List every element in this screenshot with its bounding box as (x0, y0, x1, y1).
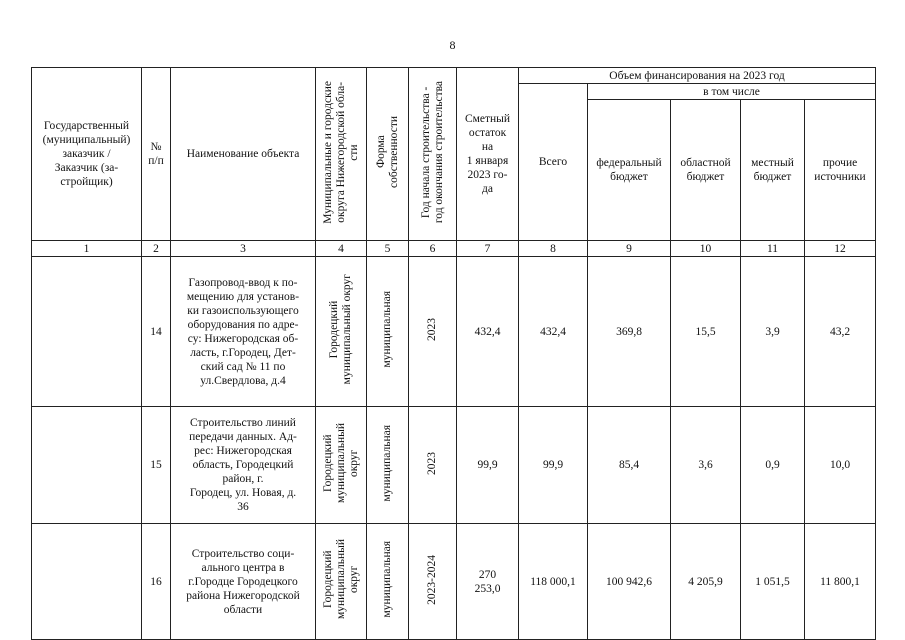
cell-ownership-text: муниципальная (381, 291, 393, 368)
column-number: 2 (142, 241, 171, 257)
header-customer: Государственный (муниципальный) заказчик / Заказчик (за- стройщик) (32, 68, 142, 241)
cell-district (316, 257, 367, 407)
cell-local: 3,9 (741, 257, 805, 407)
cell-total: 99,9 (519, 407, 588, 524)
table-row (32, 257, 876, 407)
cell-other: 10,0 (805, 407, 876, 524)
column-number: 4 (316, 241, 367, 257)
header-including: в том числе (588, 84, 876, 100)
cell-district-text: Городецкий муниципальный округ (321, 422, 360, 504)
cell-years (409, 524, 457, 640)
header-number: № п/п (142, 68, 171, 241)
cell-federal: 85,4 (588, 407, 671, 524)
header-federal: федеральный бюджет (588, 100, 671, 241)
cell-local: 0,9 (741, 407, 805, 524)
column-number: 6 (409, 241, 457, 257)
column-number: 11 (741, 241, 805, 257)
table-row (32, 524, 876, 640)
header-years-text: Год начала строительства - год окончания строительства (419, 80, 445, 224)
column-number: 10 (671, 241, 741, 257)
cell-ownership-text: муниципальная (381, 541, 393, 618)
cell-number: 15 (142, 407, 171, 524)
cell-total: 432,4 (519, 257, 588, 407)
table-row (32, 407, 876, 524)
cell-years-text: 2023 (426, 318, 438, 341)
column-number: 9 (588, 241, 671, 257)
header-ownership (367, 68, 409, 241)
header-ownership-text: Форма собственности (374, 116, 400, 188)
cell-regional: 3,6 (671, 407, 741, 524)
cell-years-text: 2023 (426, 451, 438, 475)
cell-years (409, 407, 457, 524)
cell-ownership (367, 407, 409, 524)
cell-object-name: Строительство линий передачи данных. Ад- рес: Нижегородская область, Городецкий район, г. Городец, ул. Новая, д. 36 (171, 407, 316, 524)
header-district (316, 68, 367, 241)
cell-federal: 100 942,6 (588, 524, 671, 640)
cell-customer (32, 257, 142, 407)
cell-district-text: Городецкий муниципальный округ (321, 539, 360, 620)
cell-total: 118 000,1 (519, 524, 588, 640)
cell-local: 1 051,5 (741, 524, 805, 640)
cell-years (409, 257, 457, 407)
cell-customer (32, 407, 142, 524)
cell-ownership (367, 524, 409, 640)
column-number: 3 (171, 241, 316, 257)
cell-federal: 369,8 (588, 257, 671, 407)
cell-estimate: 99,9 (457, 407, 519, 524)
header-years (409, 68, 457, 241)
column-number-row (32, 241, 876, 257)
header-other: прочие источники (805, 100, 876, 241)
cell-other: 43,2 (805, 257, 876, 407)
cell-number: 16 (142, 524, 171, 640)
cell-customer (32, 524, 142, 640)
cell-estimate: 270 253,0 (457, 524, 519, 640)
cell-other: 11 800,1 (805, 524, 876, 640)
column-number: 8 (519, 241, 588, 257)
cell-ownership (367, 257, 409, 407)
page-number: 8 (449, 38, 456, 52)
column-number: 12 (805, 241, 876, 257)
cell-district (316, 524, 367, 640)
cell-regional: 4 205,9 (671, 524, 741, 640)
header-district-text: Муниципальные и городские округа Нижегородской обла- сти (321, 80, 360, 224)
cell-ownership-text: муниципальная (381, 424, 393, 502)
column-number: 7 (457, 241, 519, 257)
column-number: 5 (367, 241, 409, 257)
cell-district (316, 407, 367, 524)
cell-object-name: Строительство соци- ального центра в г.Городце Городецкого района Нижегородской области (171, 524, 316, 640)
header-object-name: Наименование объекта (171, 68, 316, 241)
header-total: Всего (519, 84, 588, 241)
header-regional: областной бюджет (671, 100, 741, 241)
header-financing: Объем финансирования на 2023 год (519, 68, 876, 84)
header-local: местный бюджет (741, 100, 805, 241)
cell-district-text: Городецкий муниципальный округ (328, 274, 353, 385)
cell-regional: 15,5 (671, 257, 741, 407)
financing-table (31, 67, 876, 640)
cell-estimate: 432,4 (457, 257, 519, 407)
cell-years-text: 2023-2024 (426, 554, 438, 605)
header-estimate: Сметный остаток на 1 января 2023 го- да (457, 68, 519, 241)
column-number: 1 (32, 241, 142, 257)
cell-number: 14 (142, 257, 171, 407)
cell-object-name: Газопровод-ввод к по- мещению для установ- ки газоиспользующего оборудования по адре- су: Нижегородская об- ласть, г.Городец, Дет- ский сад № 11 по ул.Свердлова, д.4 (171, 257, 316, 407)
